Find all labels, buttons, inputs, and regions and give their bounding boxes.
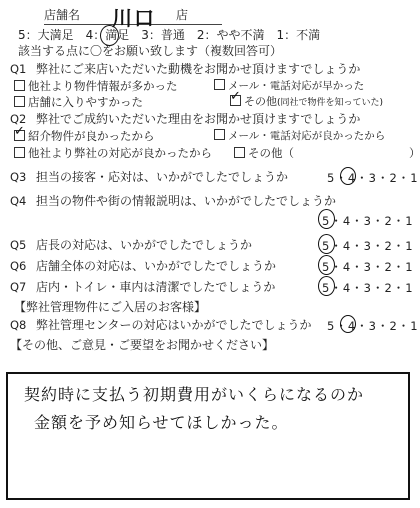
checkbox[interactable]: [214, 79, 225, 90]
q8-selected-circle: [340, 315, 356, 333]
instruction-text: 該当する点に〇をお願い致します（複数回答可）: [18, 44, 283, 58]
q1-option-1[interactable]: 他社より物件情報が多かった: [14, 79, 178, 93]
q7-selected-circle: [318, 276, 335, 296]
store-name-handwritten: 川口: [112, 6, 156, 30]
q1-number: Q1: [10, 62, 27, 76]
q2-option-3[interactable]: 他社より弊社の対応が良かったから: [14, 146, 212, 160]
q8-question: 弊社管理センターの対応はいかがでしたでしょうか: [36, 318, 312, 332]
q8-number: Q8: [10, 318, 27, 332]
checkbox-checked[interactable]: [14, 130, 25, 141]
q1-option-3[interactable]: 店舗に入りやすかった: [14, 95, 143, 109]
q2-option-2[interactable]: メール・電話対応が良かったから: [214, 129, 385, 143]
q2-option-4[interactable]: その他（ ）: [234, 146, 420, 160]
comment-box[interactable]: [6, 372, 410, 500]
q7-rating[interactable]: 5・4・3・2・1: [322, 281, 414, 295]
store-name-label: 店舗名: [44, 8, 81, 22]
q6-selected-circle: [318, 255, 335, 275]
q7-question: 店内・トイレ・車内は清潔でしたでしょうか: [36, 280, 276, 294]
q8-rating[interactable]: 5・4・3・2・1: [327, 319, 419, 333]
managed-section-heading: 【弊社管理物件にご入居のお客様】: [14, 300, 207, 314]
q1-option-2[interactable]: メール・電話対応が早かった: [214, 79, 364, 93]
q3-number: Q3: [10, 170, 27, 184]
q6-number: Q6: [10, 259, 27, 273]
q3-question: 担当の接客・応対は、いかがでしたでしょうか: [36, 170, 289, 184]
q6-question: 店舗全体の対応は、いかがでしたでしょうか: [36, 259, 277, 273]
checkbox[interactable]: [14, 96, 25, 107]
q4-rating[interactable]: 5・4・3・2・1: [322, 214, 414, 228]
store-name-suffix: 店: [176, 8, 189, 22]
q4-question: 担当の物件や街の情報説明は、いかがでしたでしょうか: [36, 194, 337, 208]
checkbox[interactable]: [214, 129, 225, 140]
q7-number: Q7: [10, 280, 27, 294]
q5-number: Q5: [10, 238, 27, 252]
q3-rating[interactable]: 5・4・3・2・1: [327, 171, 419, 185]
q1-question: 弊社にご来店いただいた動機をお聞かせ頂けますでしょうか: [36, 62, 361, 76]
comment-heading: 【その他、ご意見・ご要望をお聞かせください】: [10, 338, 275, 352]
comment-line-1: 契約時に支払う初期費用がいくらになるのか: [24, 385, 365, 404]
rating-scale-circle-mark: [100, 25, 119, 46]
q2-number: Q2: [10, 112, 27, 126]
q2-option-1[interactable]: ✓紹介物件が良かったから: [14, 129, 155, 143]
q1-option-4-handwritten: (同社で物件を知っていた): [277, 98, 384, 108]
q4-selected-circle: [318, 209, 335, 229]
q5-rating[interactable]: 5・4・3・2・1: [322, 239, 414, 253]
comment-line-2: 金額を予め知らせてほしかった。: [34, 413, 289, 432]
q5-selected-circle: [318, 234, 335, 254]
q1-option-4[interactable]: ✓ その他(同社で物件を知っていた): [230, 95, 383, 110]
checkbox-checked[interactable]: [230, 95, 241, 106]
q3-selected-circle: [340, 167, 356, 185]
checkbox[interactable]: [14, 147, 25, 158]
q4-number: Q4: [10, 194, 27, 208]
checkbox[interactable]: [234, 147, 245, 158]
rating-scale-legend: 5：大満足 4：満足 3：普通 2：やや不満 1：不満: [18, 28, 321, 42]
q5-question: 店長の対応は、いかがでしたでしょうか: [36, 238, 253, 252]
q6-rating[interactable]: 5・4・3・2・1: [322, 260, 414, 274]
checkbox[interactable]: [14, 80, 25, 91]
q2-question: 弊社でご成約いただいた理由をお聞かせ頂けますでしょうか: [36, 112, 361, 126]
